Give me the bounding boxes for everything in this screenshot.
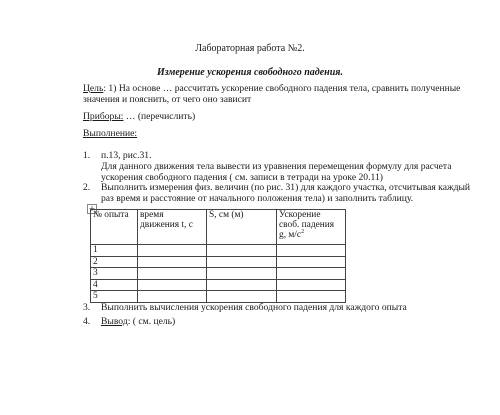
acceleration-cell[interactable] xyxy=(277,291,346,303)
table-row xyxy=(91,291,346,303)
time-cell[interactable] xyxy=(138,245,207,257)
distance-cell[interactable] xyxy=(207,256,277,268)
distance-cell[interactable] xyxy=(207,279,277,291)
step-text xyxy=(101,150,483,183)
table-header-row xyxy=(91,210,346,245)
trial-number: 2 xyxy=(91,256,138,268)
goal-text: : 1) На основе … рассчитать ускорение свободного падения тела, сравнить полученные значения и пояснить, от чего оно зависит xyxy=(83,83,461,105)
goal-paragraph xyxy=(83,83,483,105)
step-1-line-body: Для данного движения тела вывести из уравнения перемещения формулу для расчета ускорения свободного падения ( см. записи в тетради на уроке 20.11) xyxy=(101,161,452,183)
devices-label: Приборы: xyxy=(83,111,124,122)
devices-paragraph xyxy=(83,111,195,122)
step-number: 3. xyxy=(83,302,91,313)
step-1-line-ref: п.13, рис.31. xyxy=(101,150,152,161)
table-row xyxy=(91,279,346,291)
header-acceleration-text: Ускорение своб. падения g, м/с xyxy=(279,210,335,240)
execution-heading: Выполнение: xyxy=(83,128,138,139)
time-cell[interactable] xyxy=(138,268,207,280)
measurements-table xyxy=(90,209,346,303)
step-item xyxy=(83,302,483,313)
time-cell[interactable] xyxy=(138,279,207,291)
header-trial: № опыта xyxy=(91,210,138,245)
distance-cell[interactable] xyxy=(207,291,277,303)
document-title: Лабораторная работа №2. xyxy=(195,43,305,54)
acceleration-cell[interactable] xyxy=(277,256,346,268)
header-time: время движения t, с xyxy=(138,210,207,245)
time-cell[interactable] xyxy=(138,256,207,268)
conclusion-text: : ( см. цель) xyxy=(127,316,176,327)
table-row xyxy=(91,268,346,280)
acceleration-cell[interactable] xyxy=(277,279,346,291)
step-text: Выполнить измерения физ. величин (по рис. 31) для каждого участка, отсчитывая каждый раз время и расстояние от начального положения тела) и заполнить таблицу. xyxy=(101,182,471,204)
acceleration-cell[interactable] xyxy=(277,245,346,257)
step-item xyxy=(83,316,483,327)
trial-number: 1 xyxy=(91,245,138,257)
step-text xyxy=(101,316,483,327)
goal-label: Цель xyxy=(83,83,104,94)
step-number: 1. xyxy=(83,150,91,161)
table-row xyxy=(91,256,346,268)
table-move-handle-icon[interactable]: + xyxy=(88,204,96,213)
step-item xyxy=(83,150,483,183)
step-text: Выполнить вычисления ускорения свободного падения для каждого опыта xyxy=(101,302,407,313)
devices-text: … (перечислить) xyxy=(123,111,196,122)
step-item xyxy=(83,182,483,204)
header-acceleration-exponent: 2 xyxy=(301,228,305,235)
acceleration-cell[interactable] xyxy=(277,268,346,280)
conclusion-label: Вывод xyxy=(101,316,128,327)
trial-number: 4 xyxy=(91,279,138,291)
step-number: 2. xyxy=(83,182,91,193)
header-distance: S, см (м) xyxy=(207,210,277,245)
step-number: 4. xyxy=(83,316,91,327)
distance-cell[interactable] xyxy=(207,268,277,280)
time-cell[interactable] xyxy=(138,291,207,303)
trial-number: 3 xyxy=(91,268,138,280)
distance-cell[interactable] xyxy=(207,245,277,257)
document-subtitle: Измерение ускорения свободного падения. xyxy=(157,67,343,78)
table-row xyxy=(91,245,346,257)
trial-number: 5 xyxy=(91,291,138,303)
header-acceleration xyxy=(277,210,346,245)
